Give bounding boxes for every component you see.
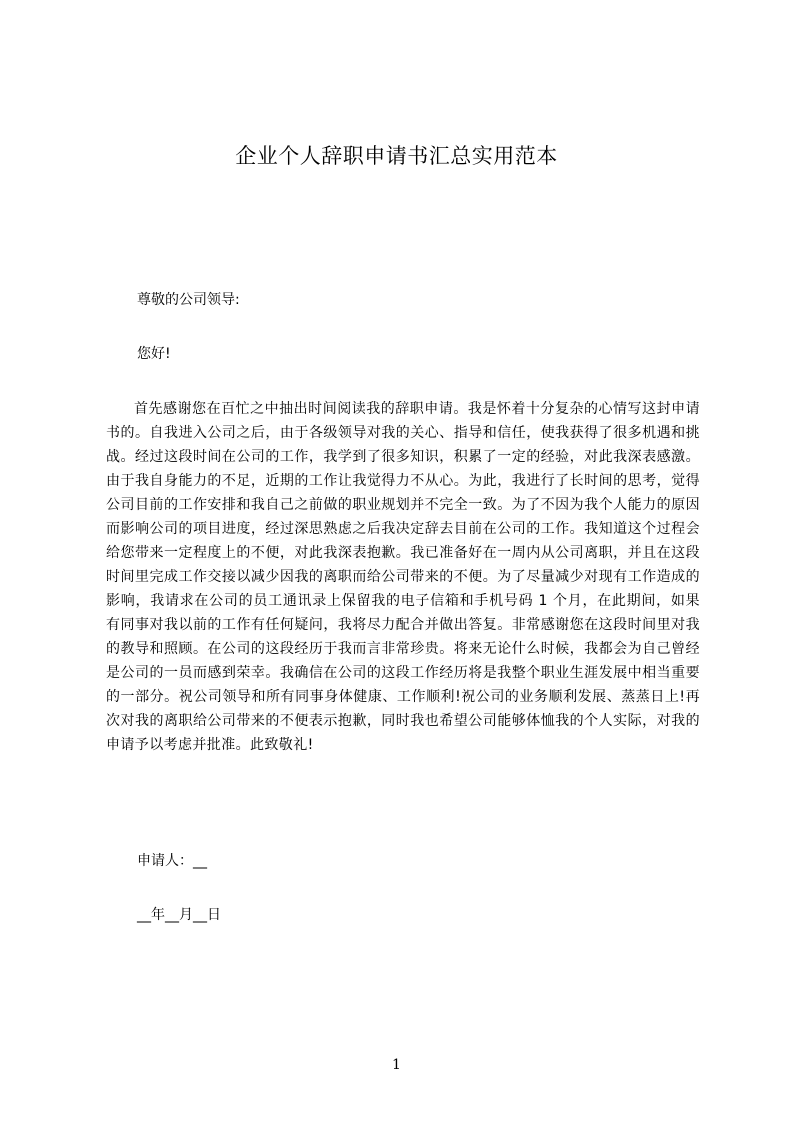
date-line: __年__月__日 xyxy=(137,907,221,923)
letter-body: 首先感谢您在百忙之中抽出时间阅读我的辞职申请。我是怀着十分复杂的心情写这封申请书的。自我进入公司之后，由于各级领导对我的关心、指导和信任，使我获得了很多机遇和挑战。经过这段时间在公司的工作，我学到了很多知识，积累了一定的经验，对此我深表感激。由于我自身能力的不足，近期的工作让我觉得力不从心。为此，我进行了长时间的思考，觉得公司目前的工作安排和我自己之前做的职业规划并不完全一致。为了不因为我个人能力的原因而影响公司的项目进度，经过深思熟虑之后我决定辞去目前在公司的工作。我知道这个过程会给您带来一定程度上的不便，对此我深表抱歉。我已准备好在一周内从公司离职，并且在这段时间里完成工作交接以减少因我的离职而给公司带来的不便。为了尽量减少对现有工作造成的影响，我请求在公司的员工通讯录上保留我的电子信箱和手机号码 1 个月，在此期间，如果有同事对我以前的工作有任何疑问，我将尽力配合并做出答复。非常感谢您在这段时间里对我的教导和照顾。在公司的这段经历于我而言非常珍贵。将来无论什么时候，我都会为自己曾经是公司的一员而感到荣幸。我确信在公司的这段工作经历将是我整个职业生涯发展中相当重要的一部分。祝公司领导和所有同事身体健康、工作顺利!祝公司的业务顺利发展、蒸蒸日上!再次对我的离职给公司带来的不便表示抱歉，同时我也希望公司能够体恤我的个人实际，对我的申请予以考虑并批准。此致敬礼! xyxy=(106,401,700,753)
document-title: 企业个人辞职申请书汇总实用范本 xyxy=(235,144,558,168)
applicant-signature-line: 申请人：__ xyxy=(137,853,207,869)
salutation: 尊敬的公司领导: xyxy=(137,292,240,308)
greeting: 您好! xyxy=(137,346,171,362)
page-number: 1 xyxy=(392,1057,401,1073)
